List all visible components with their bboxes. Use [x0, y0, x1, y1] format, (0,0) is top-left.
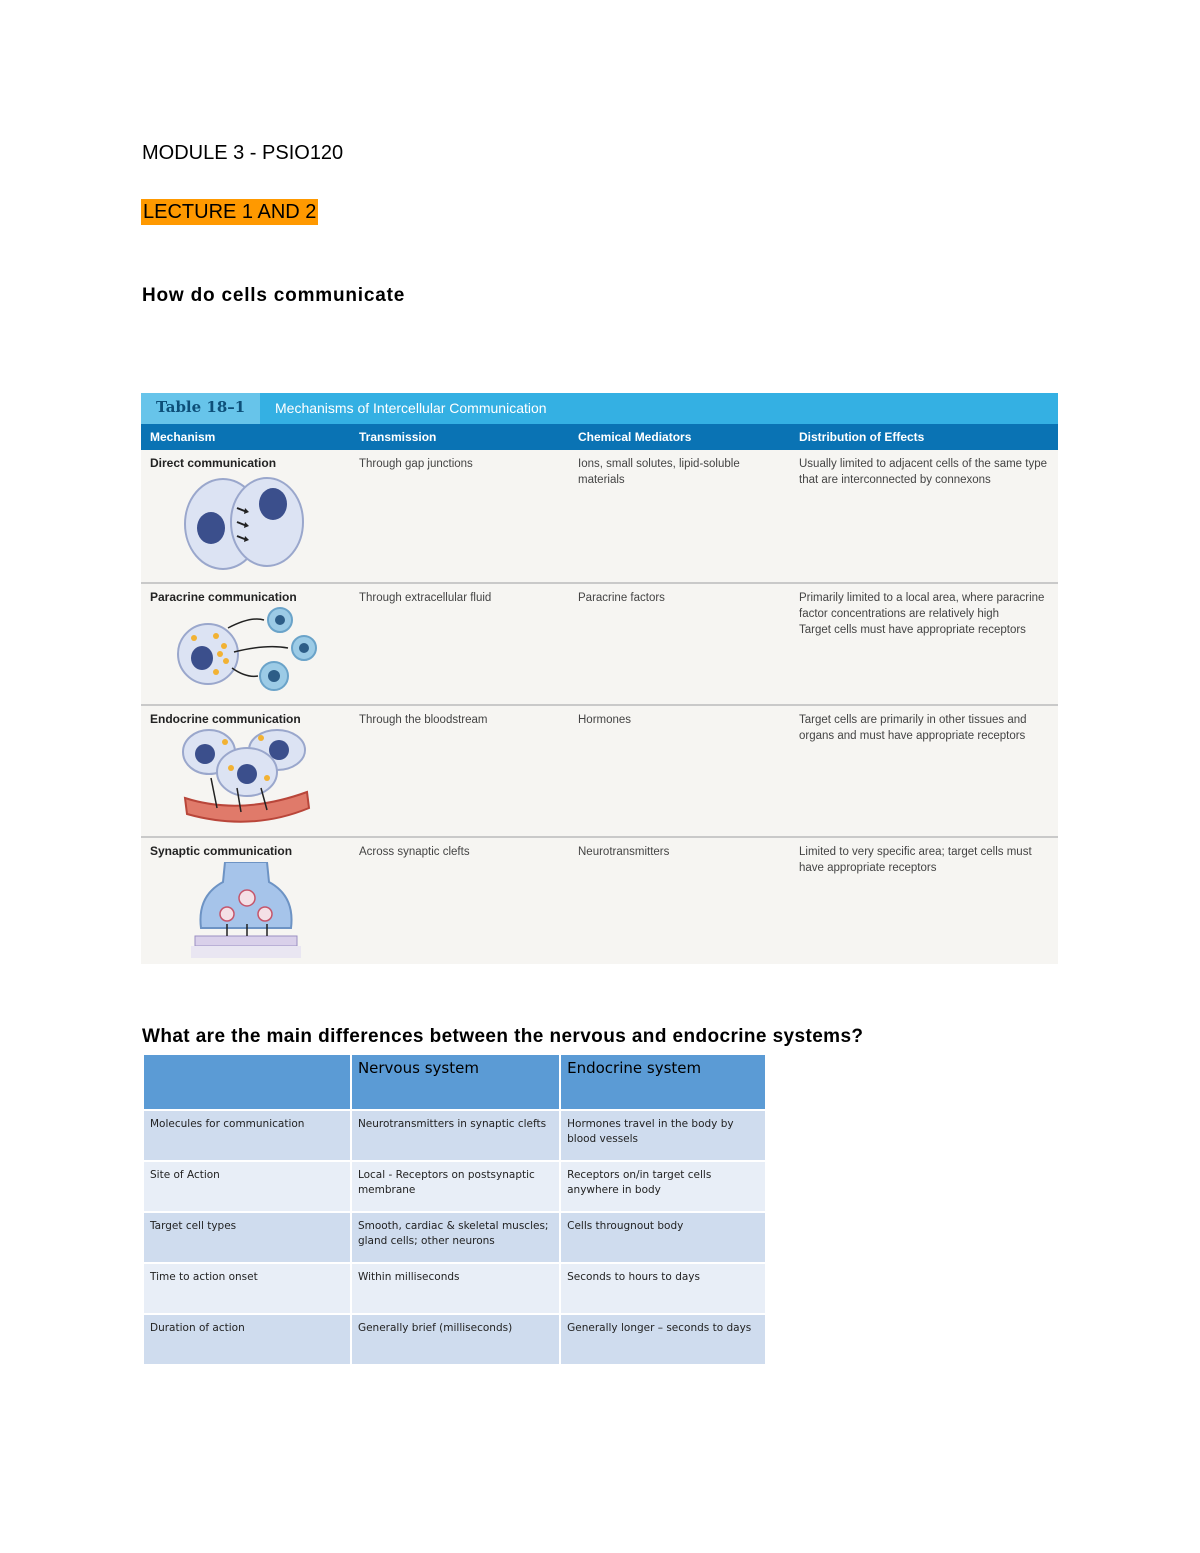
transmission-cell: Across synaptic clefts	[359, 846, 470, 858]
table-row-paracrine	[141, 584, 1058, 704]
mediators-cell: Hormones	[578, 714, 632, 726]
table-row	[143, 1110, 766, 1161]
transmission-cell: Through the bloodstream	[359, 714, 488, 726]
distribution-cell: Target cells are primarily in other tissues and organs and must have appropriate receptors	[799, 714, 1027, 742]
distribution-cell: Limited to very specific area; target cells must have appropriate receptors	[799, 846, 1032, 874]
nervous-cell: Local - Receptors on postsynaptic membrane	[351, 1161, 560, 1212]
table-row-direct	[141, 450, 1058, 582]
endocrine-cell: Seconds to hours to days	[560, 1263, 766, 1314]
mediators-cell: Ions, small solutes, lipid-soluble materials	[578, 458, 740, 486]
question-cell-communication: How do cells communicate	[142, 285, 406, 306]
table-number: Table 18–1	[156, 398, 246, 416]
mechanism-label: Endocrine communication	[150, 712, 301, 726]
distribution-cell: Primarily limited to a local area, where paracrine factor concentrations are relatively high Target cells must have appropriate receptors	[799, 592, 1045, 636]
row-label: Duration of action	[143, 1314, 351, 1365]
table-row-endocrine	[141, 706, 1058, 836]
synapse-illustration	[191, 862, 301, 958]
transmission-cell: Through gap junctions	[359, 458, 473, 470]
nervous-cell: Generally brief (milliseconds)	[351, 1314, 560, 1365]
lecture-heading: LECTURE 1 AND 2	[143, 201, 317, 223]
mechanism-label: Direct communication	[150, 456, 277, 470]
endocrine-cell: Cells througnout body	[560, 1212, 766, 1263]
paracrine-cells-illustration	[176, 606, 321, 694]
distribution-cell: Usually limited to adjacent cells of the same type that are interconnected by connexons	[799, 458, 1048, 486]
row-label: Target cell types	[143, 1212, 351, 1263]
header-mechanism: Mechanism	[150, 430, 216, 444]
mechanism-label: Synaptic communication	[150, 844, 293, 858]
header-nervous-system: Nervous system	[351, 1054, 560, 1110]
table-title: Mechanisms of Intercellular Communication	[275, 400, 547, 416]
endocrine-cells-illustration	[181, 728, 311, 828]
endocrine-cell: Receptors on/in target cells anywhere in body	[560, 1161, 766, 1212]
nervous-cell: Neurotransmitters in synaptic clefts	[351, 1110, 560, 1161]
header-transmission: Transmission	[359, 430, 437, 444]
comparison-header-row	[143, 1054, 766, 1110]
row-label: Site of Action	[143, 1161, 351, 1212]
mediators-cell: Neurotransmitters	[578, 846, 670, 858]
table-row	[143, 1263, 766, 1314]
table-header-row	[141, 424, 1058, 450]
transmission-cell: Through extracellular fluid	[359, 592, 492, 604]
table-row	[143, 1212, 766, 1263]
mechanism-label: Paracrine communication	[150, 590, 297, 604]
question-nervous-vs-endocrine: What are the main differences between the nervous and endocrine systems?	[142, 1026, 864, 1047]
header-empty	[143, 1054, 351, 1110]
table-row-synaptic	[141, 838, 1058, 964]
row-label: Time to action onset	[143, 1263, 351, 1314]
comparison-table	[142, 1053, 767, 1366]
table-banner	[141, 393, 1058, 424]
mediators-cell: Paracrine factors	[578, 592, 665, 604]
endocrine-cell: Hormones travel in the body by blood vessels	[560, 1110, 766, 1161]
header-endocrine-system: Endocrine system	[560, 1054, 766, 1110]
endocrine-cell: Generally longer – seconds to days	[560, 1314, 766, 1365]
module-title: MODULE 3 - PSIO120	[142, 142, 344, 164]
nervous-cell: Smooth, cardiac & skeletal muscles; gland cells; other neurons	[351, 1212, 560, 1263]
table-18-1	[141, 393, 1058, 964]
row-label: Molecules for communication	[143, 1110, 351, 1161]
header-chemical-mediators: Chemical Mediators	[578, 430, 692, 444]
table-row	[143, 1161, 766, 1212]
header-distribution: Distribution of Effects	[799, 430, 925, 444]
table-row	[143, 1314, 766, 1365]
nervous-cell: Within milliseconds	[351, 1263, 560, 1314]
gap-junction-cells-illustration	[181, 474, 311, 574]
